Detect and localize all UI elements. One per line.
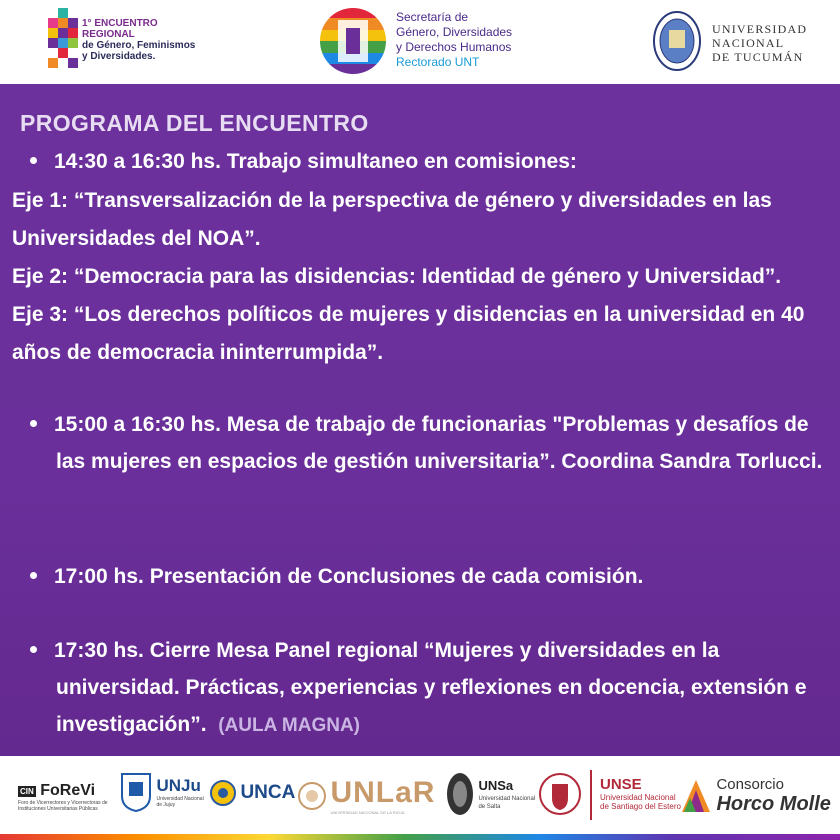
unse-logo: [600, 776, 684, 811]
footer-logos: [0, 756, 840, 834]
program-item-3-text: 17:00 hs. Presentación de Conclusiones de cada comisión.: [54, 565, 644, 588]
consorcio-label: Consorcio: [716, 776, 784, 793]
unju-label: UNJu: [156, 776, 201, 795]
eje-3: Eje 3: “Los derechos políticos de mujeres y disidencias en la universidad en 40 años de democracia ininterrumpida”.: [12, 303, 805, 364]
unca-logo: [210, 780, 295, 806]
unse-crest-icon: [538, 768, 582, 822]
unt-line1: UNIVERSIDAD: [712, 22, 808, 36]
encuentro-line1: 1° ENCUENTRO REGIONAL: [82, 18, 158, 40]
bullet-icon: [30, 646, 37, 653]
rainbow-stripe: [0, 834, 840, 840]
unca-emblem-icon: [210, 780, 236, 806]
eje-2: Eje 2: “Democracia para las disidencias: Identidad de género y Universidad”.: [12, 265, 782, 288]
unt-logo: [652, 10, 812, 76]
program-panel: [0, 84, 840, 756]
horco-molle-logo: [680, 776, 831, 816]
unlar-seal-icon: [298, 779, 326, 813]
program-item-1-text: 14:30 a 16:30 hs. Trabajo simultaneo en comisiones:: [54, 150, 577, 173]
unt-line3: DE TUCUMÁN: [712, 50, 804, 64]
unt-seal-icon: [652, 10, 702, 72]
program-title: PROGRAMA DEL ENCUENTRO: [20, 110, 369, 136]
unsa-label: UNSa: [478, 778, 514, 793]
bullet-icon: [30, 420, 37, 427]
unju-sub: Universidad Nacional de Jujuy: [156, 796, 204, 808]
encuentro-line3: y Diversidades.: [82, 51, 156, 62]
program-item-4-text: 17:30 hs. Cierre Mesa Panel regional “Mujeres y diversidades en la universidad. Prácticas, experiencias y reflexiones en docencia, extensión e investigación”.: [54, 639, 807, 736]
unlar-label: UNLaR: [330, 776, 436, 809]
unlar-logo: [298, 776, 435, 815]
bullet-icon: [30, 157, 37, 164]
secretaria-line3: y Derechos Humanos: [396, 40, 512, 54]
secretaria-logo: [318, 6, 538, 78]
unt-name: [712, 22, 807, 64]
unlar-sub: UNIVERSIDAD NACIONAL DE LA RIOJA: [330, 810, 405, 815]
secretaria-line1: Secretaría de: [396, 10, 469, 24]
secretaria-text: [396, 10, 512, 70]
secretaria-line2: Género, Diversidades: [396, 25, 513, 39]
secretaria-line4: Rectorado UNT: [396, 55, 480, 69]
unsa-sub: Universidad Nacional de Salta: [478, 796, 536, 810]
encuentro-title: [82, 18, 202, 62]
program-item-2-text: 15:00 a 16:30 hs. Mesa de trabajo de funcionarias "Problemas y desafíos de las mujeres en espacios de gestión universitaria”. Coordina Sandra Torlucci.: [54, 413, 823, 473]
unca-label: UNCA: [240, 782, 296, 803]
program-item-4: [30, 632, 830, 744]
horco-molle-leaf-icon: [680, 778, 712, 814]
program-item-3: [30, 558, 830, 595]
unse-crest: [538, 768, 582, 827]
unsa-logo: [446, 772, 536, 816]
forevi-label: FoReVi: [40, 782, 96, 799]
forevi-sub: Foro de Vicerrectores y Vicerrectoras de Instituciones Universitarias Públicas: [18, 800, 108, 813]
bullet-icon: [30, 572, 37, 579]
unse-sub: Universidad Nacional de Santiago del Estero: [600, 793, 681, 811]
unju-logo: [120, 772, 208, 812]
aula-magna-note: (AULA MAGNA): [218, 715, 360, 736]
rainbow-circle-icon: [318, 6, 388, 76]
encuentro-logo: [48, 8, 198, 78]
eje-1: Eje 1: “Transversalización de la perspectiva de género y diversidades en las Universidades del NOA”.: [12, 189, 772, 250]
forevi-logo: [18, 782, 108, 812]
ejes-list: [12, 182, 827, 372]
program-item-2: [30, 406, 830, 480]
program-item-1: [30, 150, 820, 174]
horco-molle-label: Horco Molle: [716, 793, 831, 815]
unju-shield-icon: [120, 772, 152, 812]
unse-divider: [590, 770, 592, 820]
header: [0, 0, 840, 84]
encuentro-line2: de Género, Feminismos: [82, 40, 196, 51]
unsa-emblem-icon: [446, 772, 474, 816]
unse-label: UNSE: [600, 776, 642, 793]
cin-label: CIN: [20, 786, 34, 796]
unt-line2: NACIONAL: [712, 36, 785, 50]
